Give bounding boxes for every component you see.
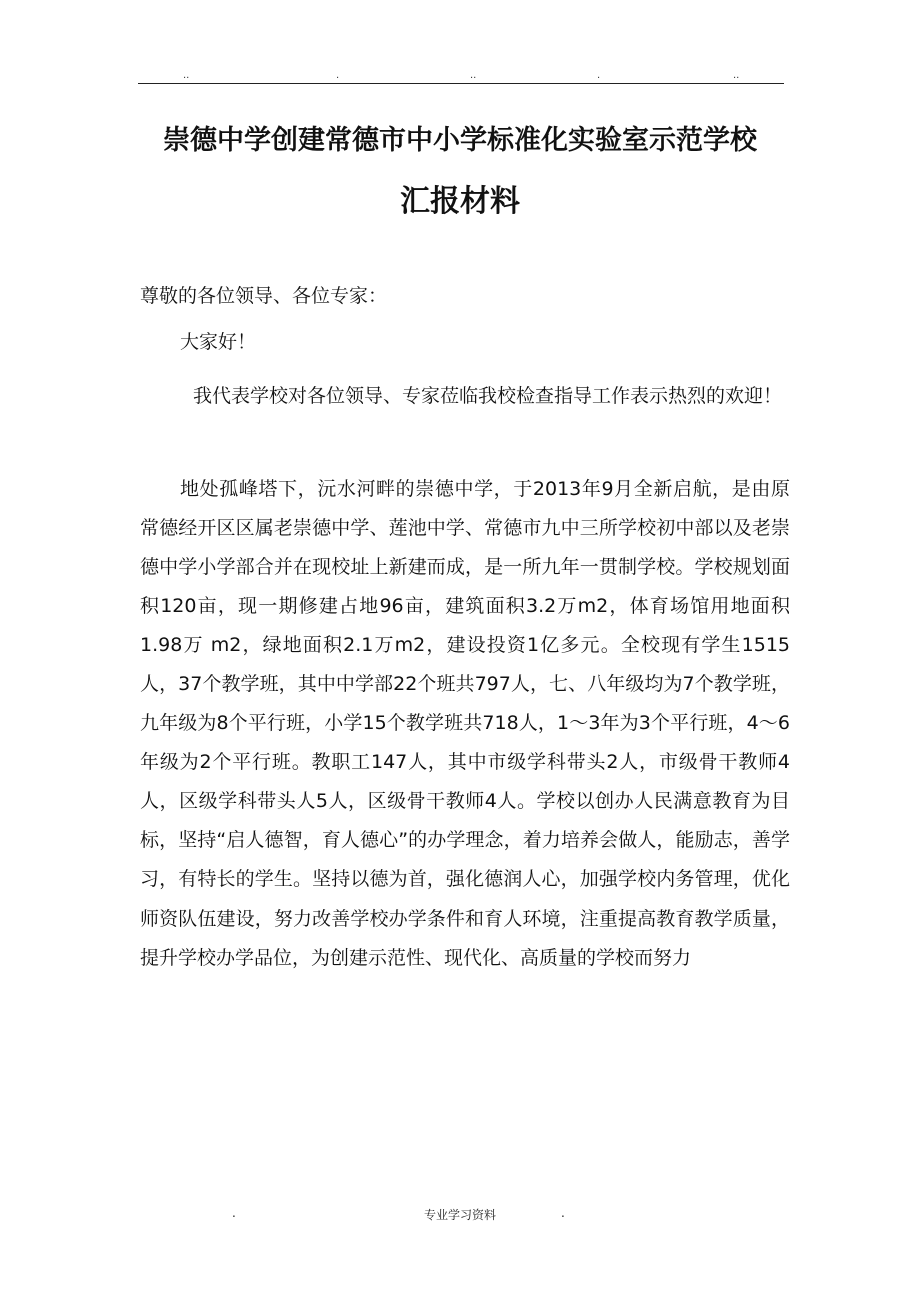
header-mark: ..	[470, 70, 477, 81]
header-mark: .	[336, 70, 340, 81]
welcome-paragraph: 我代表学校对各位领导、专家莅临我校检查指导工作表示热烈的欢迎！	[193, 385, 783, 407]
header-mark: ..	[183, 70, 190, 81]
greeting: 大家好！	[180, 331, 257, 353]
salutation: 尊敬的各位领导、各位专家：	[140, 285, 388, 307]
page-footer	[0, 1206, 920, 1223]
footer-text: 专业学习资料	[423, 1208, 496, 1222]
footer-mark-right: .	[561, 1206, 565, 1220]
header-rule	[138, 83, 784, 84]
document-title-line2: 汇报材料	[400, 184, 520, 219]
school-introduction-paragraph: 地处孤峰塔下，沅水河畔的崇德中学，于2013年9月全新启航，是由原常德经开区区属老崇德中学、莲池中学、常德市九中三所学校初中部以及老崇德中学小学部合并在现校址上新建而成，是一所九年一贯制学校。学校规划面积120亩，现一期修建占地96亩，建筑面积3.2万m2，体育场馆用地面积1.98万 m2，绿地面积2.1万m2，建设投资1亿多元。全校现有学生1515人，37个教学班，其中中学部22个班共797人，七、八年级均为7个教学班，九年级为8个平行班，小学15个教学班共718人，1～3年为3个平行班，4～6年级为2个平行班。教职工147人，其中市级学科带头2人，市级骨干教师4人，区级学科带头人5人，区级骨干教师4人。学校以创办人民满意教育为目标，坚持“启人德智，育人德心”的办学理念，着力培养会做人，能励志，善学习，有特长的学生。坚持以德为首，强化德润人心，加强学校内务管理，优化师资队伍建设，努力改善学校办学条件和育人环境，注重提高教育教学质量，提升学校办学品位，为创建示范性、现代化、高质量的学校而努力	[140, 478, 790, 969]
document-title-line1: 崇德中学创建常德市中小学标准化实验室示范学校	[163, 125, 757, 156]
header-mark: .	[597, 70, 601, 81]
header-mark: ..	[733, 70, 740, 81]
footer-mark-left: .	[232, 1206, 236, 1220]
